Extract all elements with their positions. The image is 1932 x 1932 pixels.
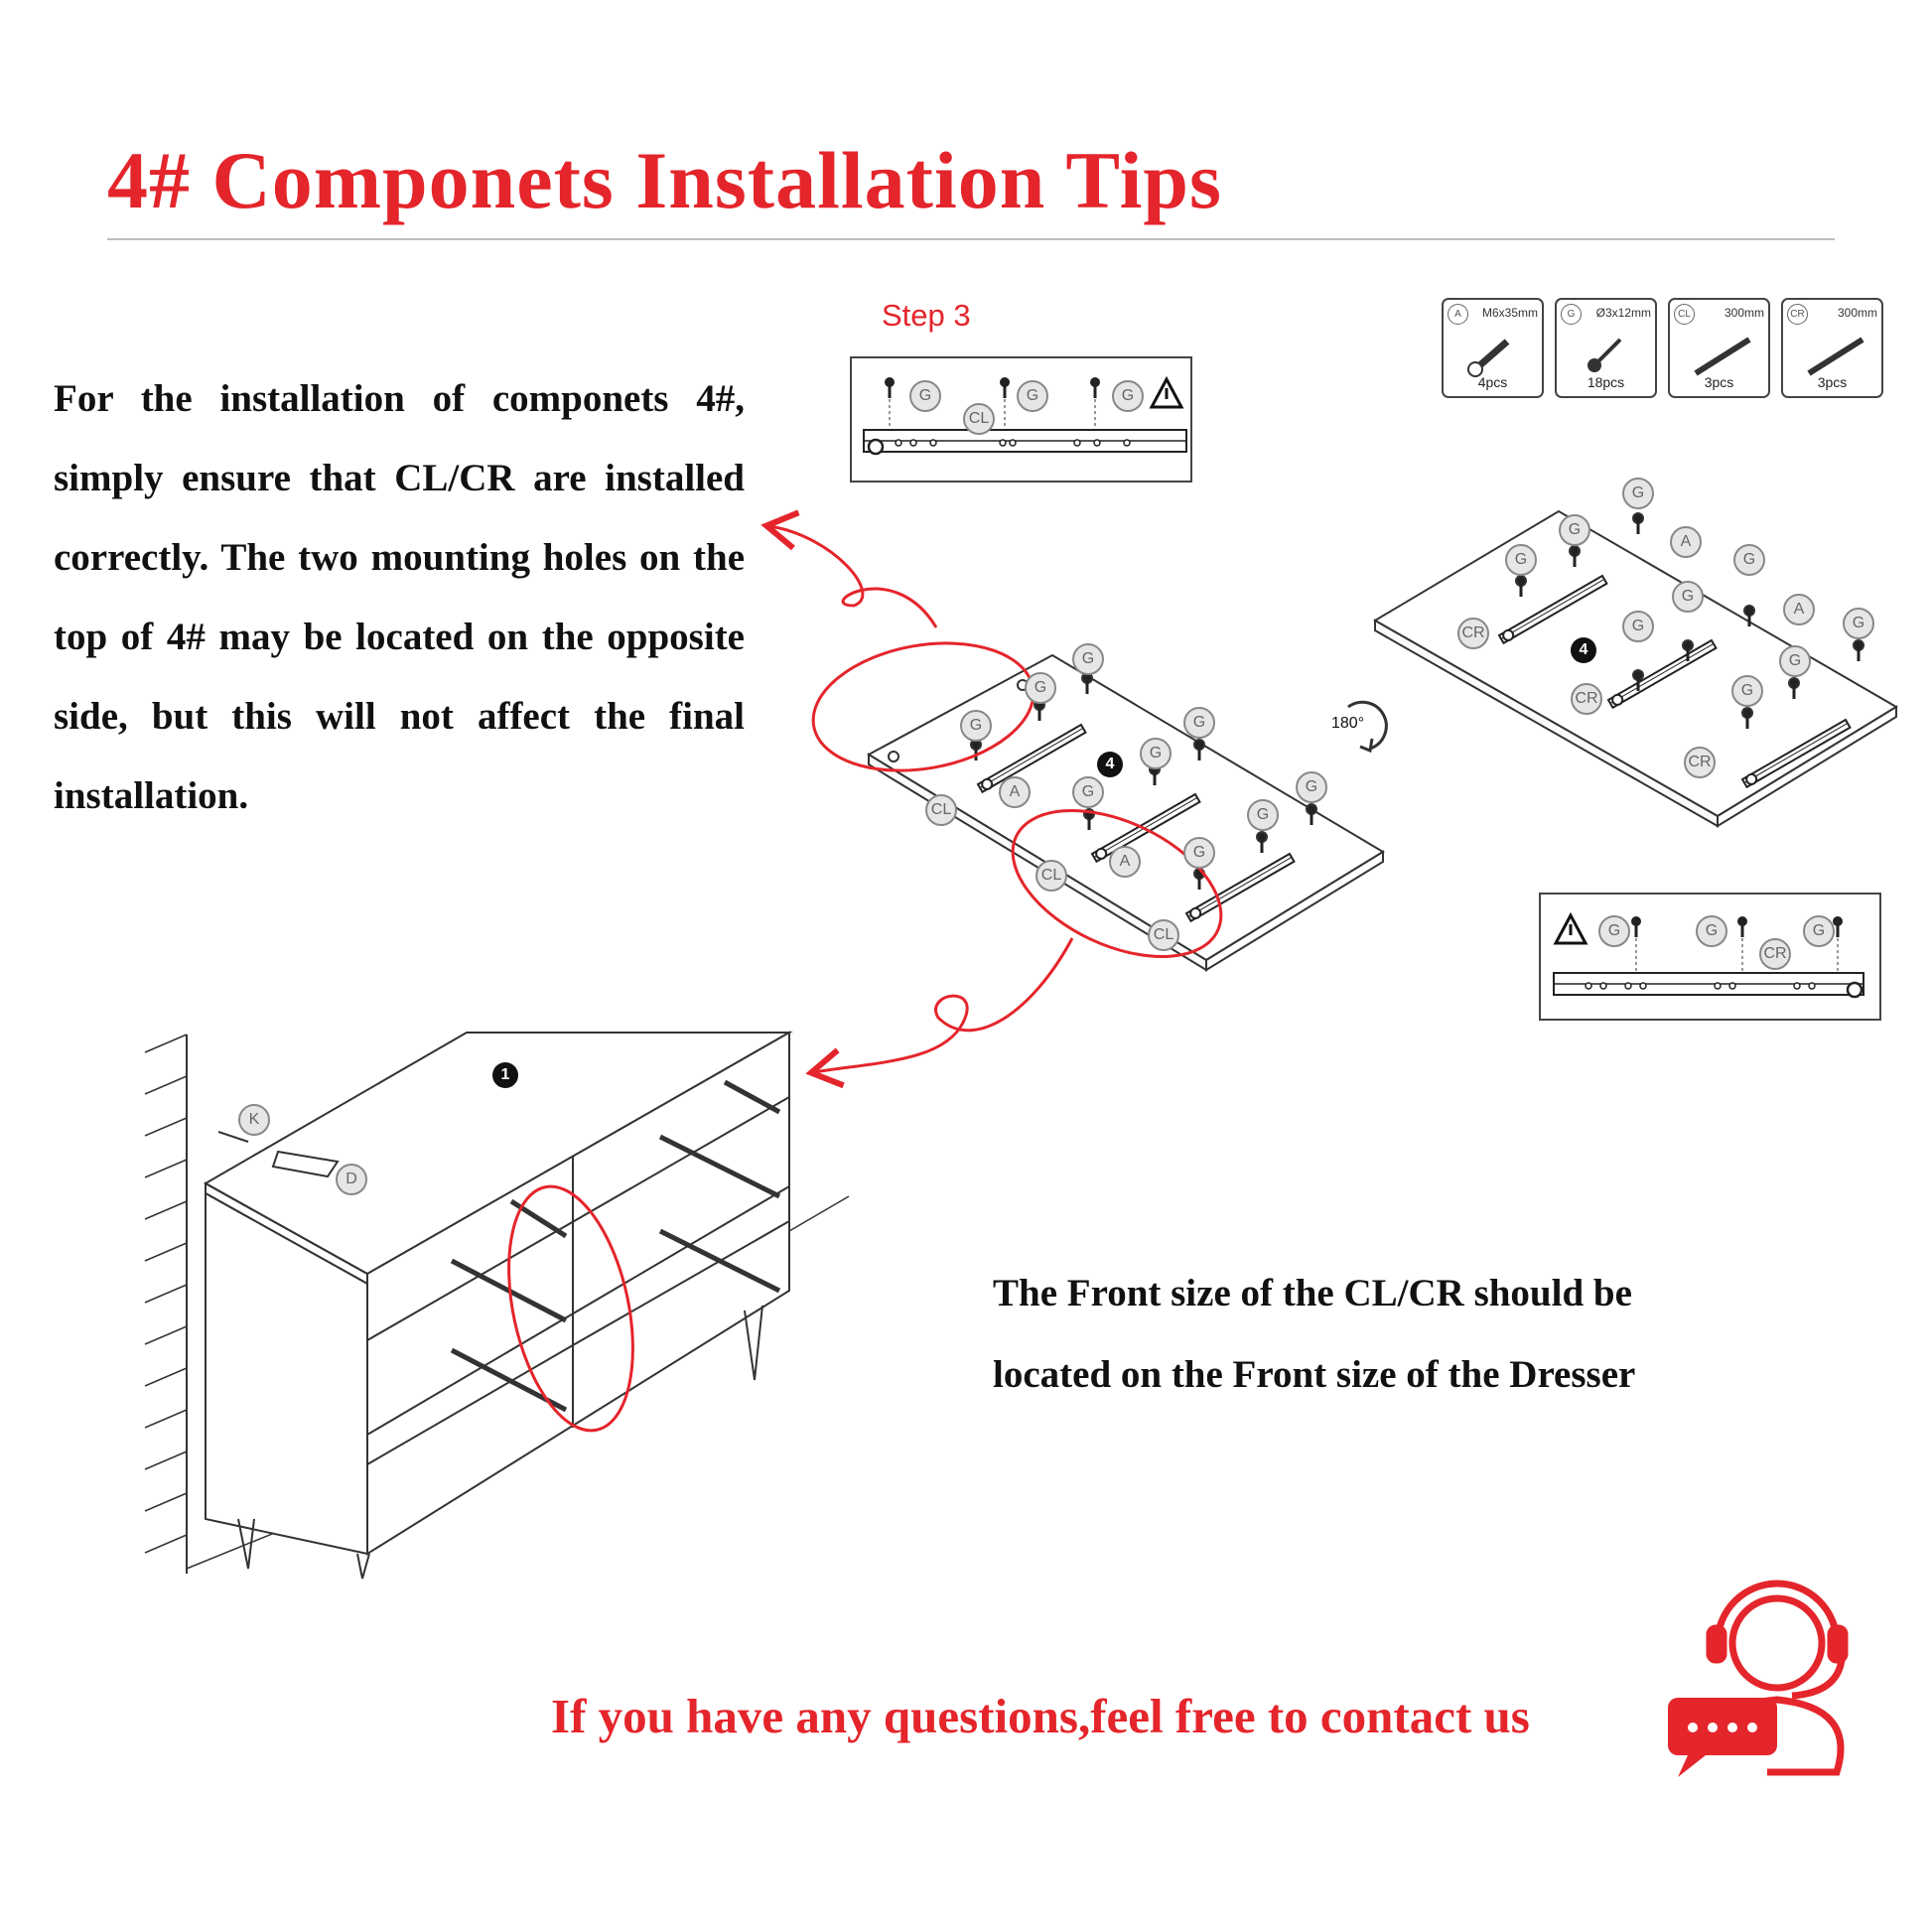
contact-message[interactable]: If you have any questions,feel free to contact us (551, 1689, 1530, 1743)
callout-g: G (1622, 478, 1654, 509)
callout-g: G (960, 710, 992, 742)
rail-icon (1694, 330, 1753, 379)
part-spec: 300mm (1724, 306, 1764, 320)
part-box-g (1555, 298, 1657, 398)
callout-g: G (1183, 707, 1215, 739)
part-box-cl (1668, 298, 1770, 398)
part-code-badge: A (1448, 304, 1468, 325)
callout-k: K (238, 1104, 270, 1136)
callout-g: G (1696, 915, 1727, 947)
part-code-badge: CR (1787, 304, 1808, 325)
callout-cr: CR (1571, 683, 1602, 715)
callout-g: G (1183, 837, 1215, 869)
callout-g: G (1672, 581, 1704, 613)
part-quantity: 18pcs (1587, 374, 1625, 390)
front-note (993, 1253, 1747, 1416)
part-box-a (1442, 298, 1544, 398)
page-title: 4# Componets Installation Tips (107, 135, 1222, 225)
part-box-cr (1781, 298, 1883, 398)
callout-a: A (1670, 526, 1702, 558)
callout-g: G (1296, 771, 1327, 803)
callout-g: G (1559, 514, 1590, 546)
callout-g: G (1598, 915, 1630, 947)
part-quantity: 4pcs (1477, 374, 1508, 390)
callout-g: G (1072, 643, 1104, 675)
callout-g: G (1072, 776, 1104, 808)
part-spec: 300mm (1837, 306, 1877, 320)
callout-g: G (909, 380, 941, 412)
callout-cl: CL (1035, 860, 1067, 892)
callout-g: G (1731, 675, 1763, 707)
callout-g: G (1017, 380, 1048, 412)
part-quantity: 3pcs (1817, 374, 1848, 390)
callout-g: G (1112, 380, 1144, 412)
front-note-line2: located on the Front size of the Dresser (993, 1353, 1636, 1396)
callout-a: A (1783, 594, 1815, 625)
callout-d: D (336, 1164, 367, 1195)
callout-g: G (1779, 645, 1811, 677)
callout-cr: CR (1684, 747, 1716, 778)
cam-bolt-icon (1467, 330, 1527, 379)
callout-cl: CL (963, 403, 995, 435)
panel-number-badge: 4 (1097, 752, 1123, 777)
callout-g: G (1843, 608, 1874, 639)
callout-g: G (1622, 611, 1654, 642)
cr-detail-box (1540, 894, 1880, 1020)
rotation-label: 180° (1331, 715, 1365, 732)
intro-paragraph: For the installation of componets 4#, simply ensure that CL/CR are installed correctly. The two mounting holes on the top of 4# may be located on the opposite side, but this will not affect the final installation. (54, 377, 745, 817)
dresser-number-badge: 1 (492, 1062, 518, 1088)
part-code-badge: G (1561, 304, 1582, 325)
part-code-badge: CL (1674, 304, 1695, 325)
screw-icon (1581, 330, 1640, 379)
callout-g: G (1733, 544, 1765, 576)
panel-number-badge: 4 (1571, 637, 1596, 663)
callout-g: G (1505, 544, 1537, 576)
callout-cr: CR (1457, 618, 1489, 649)
callout-g: G (1803, 915, 1835, 947)
support-headset-icon (1668, 1584, 1845, 1777)
callout-g: G (1025, 672, 1056, 704)
part-spec: Ø3x12mm (1595, 306, 1651, 320)
callout-cl: CL (1148, 919, 1179, 951)
part-spec: M6x35mm (1481, 306, 1538, 320)
callout-cr: CR (1759, 938, 1791, 970)
callout-cl: CL (925, 794, 957, 826)
panel-4-top (1375, 511, 1896, 826)
callout-a: A (999, 776, 1031, 808)
rail-icon (1807, 330, 1866, 379)
part-quantity: 3pcs (1704, 374, 1734, 390)
callout-g: G (1247, 799, 1279, 831)
step-label: Step 3 (882, 298, 971, 333)
callout-a: A (1109, 846, 1141, 878)
step3-detail-box (851, 357, 1191, 482)
front-note-line1: The Front size of the CL/CR should be (993, 1272, 1632, 1314)
callout-g: G (1140, 738, 1172, 769)
